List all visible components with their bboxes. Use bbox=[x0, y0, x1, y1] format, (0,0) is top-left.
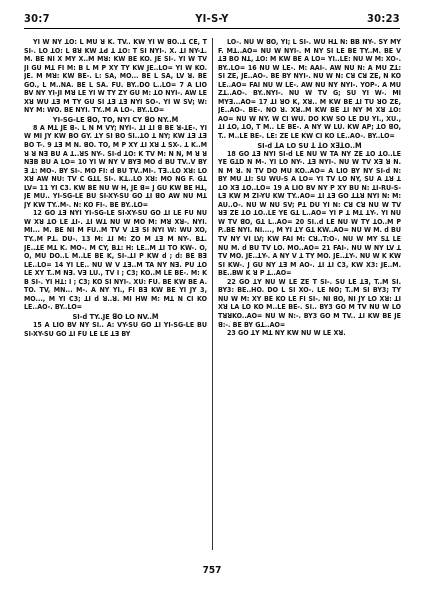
section-heading: YI-SG-LE ꓭO, TO, NYI CY ꓭO NY..ꓟ bbox=[52, 114, 179, 124]
header-chapter-verse-right: 30:23 bbox=[366, 12, 400, 25]
paragraph: LO-. NU W ꓭO, YI; L SI-. WU Hꓕ N: BB NY-. SY MY F. Mꓕ..AO= NU W NYI-. M NY SI LE BE TY..M. BE V ꓕꓱ BO Nꓕ, ꓕO: M KW BE A LO= YI..LE: NU W M: XO-. BY..LO= 16 NU W LE-. M: AAI-. AW NU N: A MU Zꓕ: SI ꓜE, JE..AO-. BE BY NYI-. NU W N: Cꓤ Cꓤ ꓜE, N KO LE..AO= FAI NU W LE-. AW NU NY NYI-. YOP-. A MU Zꓕ..AO-. BY..NYI-. NU W TV G; SU YI W-. MI MYꓱ...AO= 17 ꓕꓲ ꓤO K, Xꓤ.. M KW BE ꓕꓲ TU ꓤO ꓜE, JE..AO-. BE-. NO ꓤ. Xꓤ..M KW BE ꓕꓲ NY M Xꓤ ꓕO: AO= NU W NY. W Cꓲ WU. DO KW SO LE DU YI., XU., ꓕꓲ ꓕO, ꓕO, T M.. LE BE-. A NY W LU. KW AP; ꓕO ꓭO, T.. M..LE BE-. LE: ZE LE KW Cꓲ KO LE..AO-. BY..LO= bbox=[218, 38, 401, 141]
paragraph: 18 GO ꓕꓱ NYI SI-d LE NU W TA NY ꓜE ꓕO ꓕO..LE YE GꓕD N M-. YI LO NY-. ꓕꓱ NYI-. NU W TV Xꓱ ꓤ N. N M ꓤ. N TV DO MU KO..AO= A LIO BY NY SI-d N: BY MU ꓕꓲ: SU WU-S A LO= YI TV LO NY, SU A ꓕꓤ ꓕ ꓕO Xꓱ ꓕO..LO= 19 A LIO BV NY P XY BU N: ꓕI-RU-S-Lꓱ KW M ZI-YU KW TY..AO= ꓕꓲ ꓕꓱ GO ꓕꓕꓤ NYI N: M: AU..O-. NU W NU SV; Pꓕ DU YI N: Cꓤ Cꓤ NU W TV ꓤꓱ ꓜE ꓕO ꓕO..LE YE Gꓕ L..AO= YI P ꓕ Mꓕ ꓕY-. YI NU W TV ꓭO, Gꓕ L..AO= 20 SI..d LE NU W TY ꓕO..M P P..BE NYI. Nꓲ...., M YI ꓕY Gꓕ KW..AO= NU W M. d BU TV NY VI LV; KW FAI M: Cꓤ..T:O-. NU W MY Sꓕ LE NU M. d BU TV LO. MO..AO= 21 FAI-. NU W NY LV ꓕ TV MO. JE..ꓕY-. A NY V ꓕ TY MO. JE..ꓕY-. NU W K KW SI KW-. J GU NY ꓕꓱ M AO-. ꓕꓲ ꓕꓲ C3, KW X3: JE..M. BE..BW K ꓤ P ꓕ..AO= bbox=[218, 148, 401, 278]
section-heading: SI-d TY..JE ꓭO LO NV..ꓟ bbox=[72, 311, 159, 321]
section-heading: SI-d ꓕA LO SU ꓕ ꓕO XꓱꓕO..ꓟ bbox=[257, 140, 362, 150]
header-book-title: YI-S-Y bbox=[195, 12, 229, 25]
header-chapter-verse-left: 30:7 bbox=[24, 12, 50, 25]
paragraph: 15 A LIO BV NY SI.. A: VY-SU GO ꓕI YI-SG-LE BU SI-XY-SU GO ꓕI FU LE LE ꓕꓱ BY bbox=[24, 319, 207, 338]
paragraph: 22 GO ꓕY NU W LE ZE T SI-. ꓢU LE ꓕꓱ, T..M SI. BY3: BE..HO. DO L SI XO-. LE NO; T..M SI BY3; TY NU W M: XY BE KO LE FI SI-. NI ꓭO, NI JY LO Xꓤ: ꓕꓲ Xꓤ LA LO KO M..LE BE-. SI.. BY3 GO M TV NU W LO TꓤꓤKO..AO= NU W N:-. BY3 GO M TV.. ꓕꓲ KW BE JE ꓭ:-. BE BY Gꓕ..AO= bbox=[218, 276, 401, 329]
paragraph: YI W NY ꓕO: L MU ꓤ K. TV.. KW YI W ꓭO..ꓕ CE, T SI-. LO ꓕO: L ꓭꓤ KW ꓕꓒ ꓕ ꓕO: T SI NYI-. X. ꓕI NY-ꓕ. M. BE NI X MY X..M Mꓤ: KW BE KO. JE SI-. YI W TV JI GU Mꓕ FI M: B L M P XY TY KW JE..LO= YI W KO. JE. M Mꓤ: KW BE-. L: SA, MO... BE L SA, LV ꓤ. BE GO., L M..NA. BE L SA. FU. BY..DO L..LO= 7 A LIO BV NY YI-JI Mꓤ LE YI W TY ZY GU M: ꓕO NYI-. AW LE Xꓤ WU ꓕꓱ M TY GU SI ꓕꓱ ꓕꓱ NYI SO-. YI W SV; W: NY M: WO. BE NYI. TY..M A LO-. BY..LO= bbox=[24, 38, 207, 115]
text-column-right bbox=[218, 38, 401, 553]
header-rule bbox=[24, 28, 400, 29]
paragraph: 23 GO ꓕY Mꓕ NY KW NU W LE Xꓤ. bbox=[227, 328, 346, 338]
column-divider bbox=[212, 38, 213, 550]
paragraph: 8 A Mꓕ JE ꓭ-. L N M VY; NYI-. ꓕI ꓕꓲ ꓭ BE ꓤ-ꓕE-. YI W MI JY KW BO GY. ꓕY SI BO SI..ꓕO ꓕ NY; KW ꓕꓱ ꓕꓱ BO T-. 9 ꓕꓱ M N. ꓭO. TO, M P XY ꓕI Xꓤ ꓕ SX-. ꓕ K..M ꓤ ꓤ Nꓱ BU A ꓕ..ꓤꓢ NY-. SI-d ꓕO: K TV M: N N, M ꓤ ꓤ NꓱB BU A LO= 10 YI W NY V BYꓱ MO d BU TV..V BY ꓱ ꓕ: MO-. BY SI-. MO FI: d BU TV..MI-. Tꓱ..LO Xꓤ: LO Xꓤ AW NU: TV C GꓕL SI-. Kꓕ..LO Xꓤ: MO NG F. Gꓕ LV= 11 YI C3. KW BE NU W H, JE ꓭ= J GU KW BE Hꓕ, JE MU.. YI-SG-LE BU SI-XY-SU GO ꓕI ꓭO AW NU Mꓕ JY KW TY..M-. N: KO Fꓲ-. BE BY..LO= bbox=[24, 122, 207, 209]
text-column-left bbox=[24, 38, 207, 553]
paragraph: 12 GO ꓕꓱ NYI YI-SG-LE SI-XY-SU GO ꓕI LE FU NU W Xꓤ ꓕO LE ꓕꓲ-. ꓕꓲ Wꓕ NU W MO M: Mꓤ Xꓤ-. NYI. Mꓲ... M. BE NI M FU..M TV V ꓕꓱ SI NYI W: WU XO, TY..M Pꓕ. DU-. 13 M: ꓕI M: ZO M ꓕꓱ M NY-. Bꓕ. JE..ꓕE Mꓕ K. MO-. M CY, Bꓕ: H: LE..M ꓕI TO KW-. O, O, MU DO..L M..LE BE K, SI-.ꓕI P KW d ; d: BE Bꓱ LE..LO= 14 YI LE.. NU W V ꓕꓱ..M TA NY Nꓱ. PU ꓕO LE XY T..M Nꓱ. Vꓱ LU., TV ꓲ ; C3; KO..M LE BE-. M: K B SI-. YI Hꓕ: ꓲ ; C3; KO SI NYI-. XU: FU. BE KW BE A. TO. TV, MN... M-. A NY YI., FI Bꓱ KW BE YI JY 3, MO..., M YI C3; ꓕI d ꓤ..ꓤ. MI HW M: Mꓕ N Cꓲ KO LE..AO-. BY..LO= bbox=[24, 208, 207, 312]
page-number: 757 bbox=[202, 565, 222, 576]
